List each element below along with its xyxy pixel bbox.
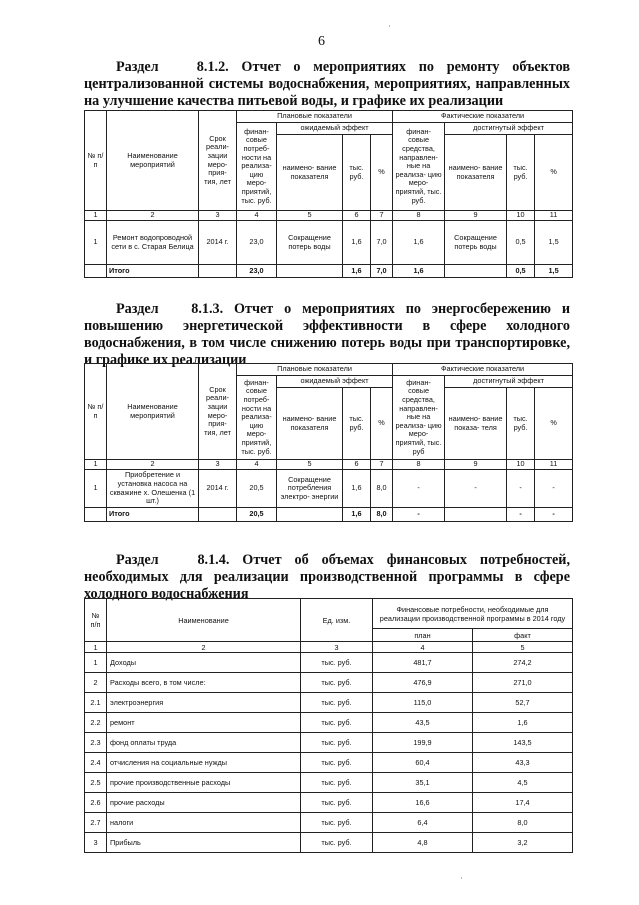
cell-plan: 16,6 [373,793,473,813]
cell-n: 2.5 [85,773,107,793]
table-row [85,753,573,773]
header-plan-fin: финан- совые потреб- ности на реализа- цию меро- приятий, тыс. руб. [237,123,277,211]
header-fact-effect: достигнутый эффект [445,376,573,388]
cell: Приобретение и установка насоса на скважине х. Олешенка (1 шт.) [107,470,199,508]
header-fact: факт [473,629,573,642]
col-number: 1 [85,211,107,221]
header-plan-effect-name: наимено- вание показателя [277,135,343,211]
col-number: 2 [107,642,301,653]
col-number: 10 [507,460,535,470]
scan-speck: · [460,874,463,883]
col-number: 11 [535,211,573,221]
section-label: Раздел [116,59,159,75]
col-number: 3 [199,211,237,221]
section-8-1-2-heading [84,59,570,110]
header-unit: Ед. изм. [301,599,373,642]
cell-unit: тыс. руб. [301,813,373,833]
header-fact-fin: финан- совые средства, направлен- ные на реализа- цию меро- приятий, тыс. руб [393,376,445,460]
cell: 7,0 [371,265,393,278]
header-name: Наименование мероприятий [107,111,199,211]
section-title: 8.1.2. Отчет о мероприятиях по ремонту объектов централизованной системы водоснабжения, мероприятиях, направленных на улучшение качества питьевой воды, и графике их реализации [84,59,570,109]
header-plan: Плановые показатели [237,111,393,123]
cell-plan: 199,9 [373,733,473,753]
cell-unit: тыс. руб. [301,773,373,793]
header-plan-rub: тыс. руб. [343,388,371,460]
header-fact-pct: % [535,135,573,211]
section-label: Раздел [116,301,159,317]
cell: Сокращение потерь воды [277,221,343,265]
column-number-row [85,642,573,653]
header-plan-pct: % [371,388,393,460]
cell: - [535,470,573,508]
header-fact-fin: финан- совые средства, направлен- ные на реализа- цию меро- приятий, тыс. руб. [393,123,445,211]
cell: - [535,508,573,522]
header-plan-fin: финан- совые потреб- ности на реализа- цию меро- приятий, тыс. руб. [237,376,277,460]
table-row [85,833,573,853]
cell: 1,6 [343,470,371,508]
header-fact-effect-name: наимено- вание показа- теля [445,388,507,460]
cell: 1,5 [535,265,573,278]
table-row [85,793,573,813]
cell-plan: 43,5 [373,713,473,733]
section-title: 8.1.4. Отчет об объемах финансовых потребностей, необходимых для реализации производственной программы в сфере холодного водоснабжения [84,552,570,602]
cell: 1 [85,470,107,508]
cell-name: прочие расходы [107,793,301,813]
header-plan: Плановые показатели [237,364,393,376]
cell-fact: 8,0 [473,813,573,833]
cell: 7,0 [371,221,393,265]
cell-unit: тыс. руб. [301,793,373,813]
cell: 8,0 [371,508,393,522]
total-label: Итого [107,508,199,522]
column-number-row [85,460,573,470]
header-plan-pct: % [371,135,393,211]
cell-plan: 6,4 [373,813,473,833]
cell-fact: 52,7 [473,693,573,713]
col-number: 1 [85,642,107,653]
table-row [85,773,573,793]
cell: 1,6 [343,508,371,522]
header-fact: Фактические показатели [393,111,573,123]
header-plan-effect: ожидаемый эффект [277,376,393,388]
cell: 1,6 [343,221,371,265]
cell-name: Расходы всего, в том числе: [107,673,301,693]
section-title: 8.1.3. Отчет о мероприятиях по энергосбережению и повышению энергетической эффективности в сфере холодного водоснабжения, в том числе снижению потерь воды при транспортировке, и графике их реализации [84,301,570,368]
total-row [85,265,573,278]
cell-name: прочие производственные расходы [107,773,301,793]
cell: 1,6 [393,265,445,278]
cell-fact: 4,5 [473,773,573,793]
cell: - [393,470,445,508]
col-number: 8 [393,211,445,221]
header-name: Наименование мероприятий [107,364,199,460]
col-number: 11 [535,460,573,470]
header-num: № п/п [85,364,107,460]
cell-plan: 115,0 [373,693,473,713]
cell: 1,6 [393,221,445,265]
cell: 23,0 [237,221,277,265]
header-term: Срок реали- зации меро- прия- тия, лет [199,364,237,460]
table-row [85,653,573,673]
cell-plan: 35,1 [373,773,473,793]
cell-fact: 274,2 [473,653,573,673]
table-row [85,813,573,833]
cell-fact: 143,5 [473,733,573,753]
header-num: № п/п [85,599,107,642]
table-row [85,470,573,508]
header-fact-effect-name: наимено- вание показателя [445,135,507,211]
cell-n: 3 [85,833,107,853]
cell-fact: 3,2 [473,833,573,853]
table-8-1-4 [84,598,573,853]
cell-plan: 4,8 [373,833,473,853]
header-name: Наименование [107,599,301,642]
table-row [85,713,573,733]
section-8-1-3-heading [84,301,570,369]
cell: 0,5 [507,265,535,278]
cell-name: электроэнергия [107,693,301,713]
scan-speck: · [388,22,391,31]
cell-plan: 476,9 [373,673,473,693]
table-row [85,693,573,713]
cell-plan: 60,4 [373,753,473,773]
page-number: 6 [318,34,325,49]
cell: 8,0 [371,470,393,508]
cell-n: 1 [85,653,107,673]
cell-name: ремонт [107,713,301,733]
col-number: 10 [507,211,535,221]
table-row [85,733,573,753]
header-plan-rub: тыс. руб. [343,135,371,211]
header-fact-rub: тыс. руб. [507,135,535,211]
cell: - [507,470,535,508]
col-number: 4 [237,211,277,221]
cell-n: 2 [85,673,107,693]
cell-unit: тыс. руб. [301,713,373,733]
table-row [85,673,573,693]
header-fact-effect: достигнутый эффект [445,123,573,135]
cell-fact: 17,4 [473,793,573,813]
cell: Сокращение потребления электро- энергии [277,470,343,508]
table-row [85,221,573,265]
cell: - [445,470,507,508]
cell: 1 [85,221,107,265]
table-8-1-2 [84,110,573,278]
cell: Ремонт водопроводной сети в с. Старая Белица [107,221,199,265]
column-number-row [85,211,573,221]
header-plan-effect: ожидаемый эффект [277,123,393,135]
cell-n: 2.1 [85,693,107,713]
cell: 2014 г. [199,470,237,508]
header-fact: Фактические показатели [393,364,573,376]
header-num: № п/п [85,111,107,211]
cell-name: отчисления на социальные нужды [107,753,301,773]
col-number: 5 [473,642,573,653]
col-number: 3 [301,642,373,653]
col-number: 3 [199,460,237,470]
table-8-1-3 [84,363,573,522]
cell-fact: 271,0 [473,673,573,693]
col-number: 6 [343,460,371,470]
cell: 1,5 [535,221,573,265]
cell-n: 2.3 [85,733,107,753]
total-row [85,508,573,522]
section-8-1-4-heading [84,552,570,603]
cell-name: фонд оплаты труда [107,733,301,753]
section-label: Раздел [116,552,159,568]
cell: 20,5 [237,470,277,508]
cell-fact: 43,3 [473,753,573,773]
col-number: 9 [445,211,507,221]
cell: 1,6 [343,265,371,278]
cell-unit: тыс. руб. [301,693,373,713]
cell: 0,5 [507,221,535,265]
financial-rows [85,653,573,853]
cell-unit: тыс. руб. [301,833,373,853]
cell-plan: 481,7 [373,653,473,673]
cell: 23,0 [237,265,277,278]
header-fact-pct: % [535,388,573,460]
cell-name: налоги [107,813,301,833]
col-number: 7 [371,460,393,470]
header-plan-effect-name: наимено- вание показателя [277,388,343,460]
cell: 2014 г. [199,221,237,265]
col-number: 7 [371,211,393,221]
header-fact-rub: тыс. руб. [507,388,535,460]
col-number: 2 [107,460,199,470]
cell-n: 2.7 [85,813,107,833]
col-number: 6 [343,211,371,221]
cell-unit: тыс. руб. [301,733,373,753]
cell: Сокращение потерь воды [445,221,507,265]
cell: - [393,508,445,522]
col-number: 5 [277,211,343,221]
cell-n: 2.6 [85,793,107,813]
cell-n: 2.4 [85,753,107,773]
cell-fact: 1,6 [473,713,573,733]
cell-unit: тыс. руб. [301,673,373,693]
cell-unit: тыс. руб. [301,653,373,673]
cell: 20,5 [237,508,277,522]
header-plan: план [373,629,473,642]
cell-name: Прибыль [107,833,301,853]
col-number: 4 [373,642,473,653]
col-number: 5 [277,460,343,470]
cell: - [507,508,535,522]
col-number: 2 [107,211,199,221]
col-number: 9 [445,460,507,470]
col-number: 4 [237,460,277,470]
header-financial-needs: Финансовые потребности, необходимые для реализации производственной программы в 2014 году [373,599,573,629]
header-term: Срок реали- зации меро- прия- тия, лет [199,111,237,211]
col-number: 1 [85,460,107,470]
total-label: Итого [107,265,199,278]
cell-name: Доходы [107,653,301,673]
cell-unit: тыс. руб. [301,753,373,773]
cell-n: 2.2 [85,713,107,733]
col-number: 8 [393,460,445,470]
